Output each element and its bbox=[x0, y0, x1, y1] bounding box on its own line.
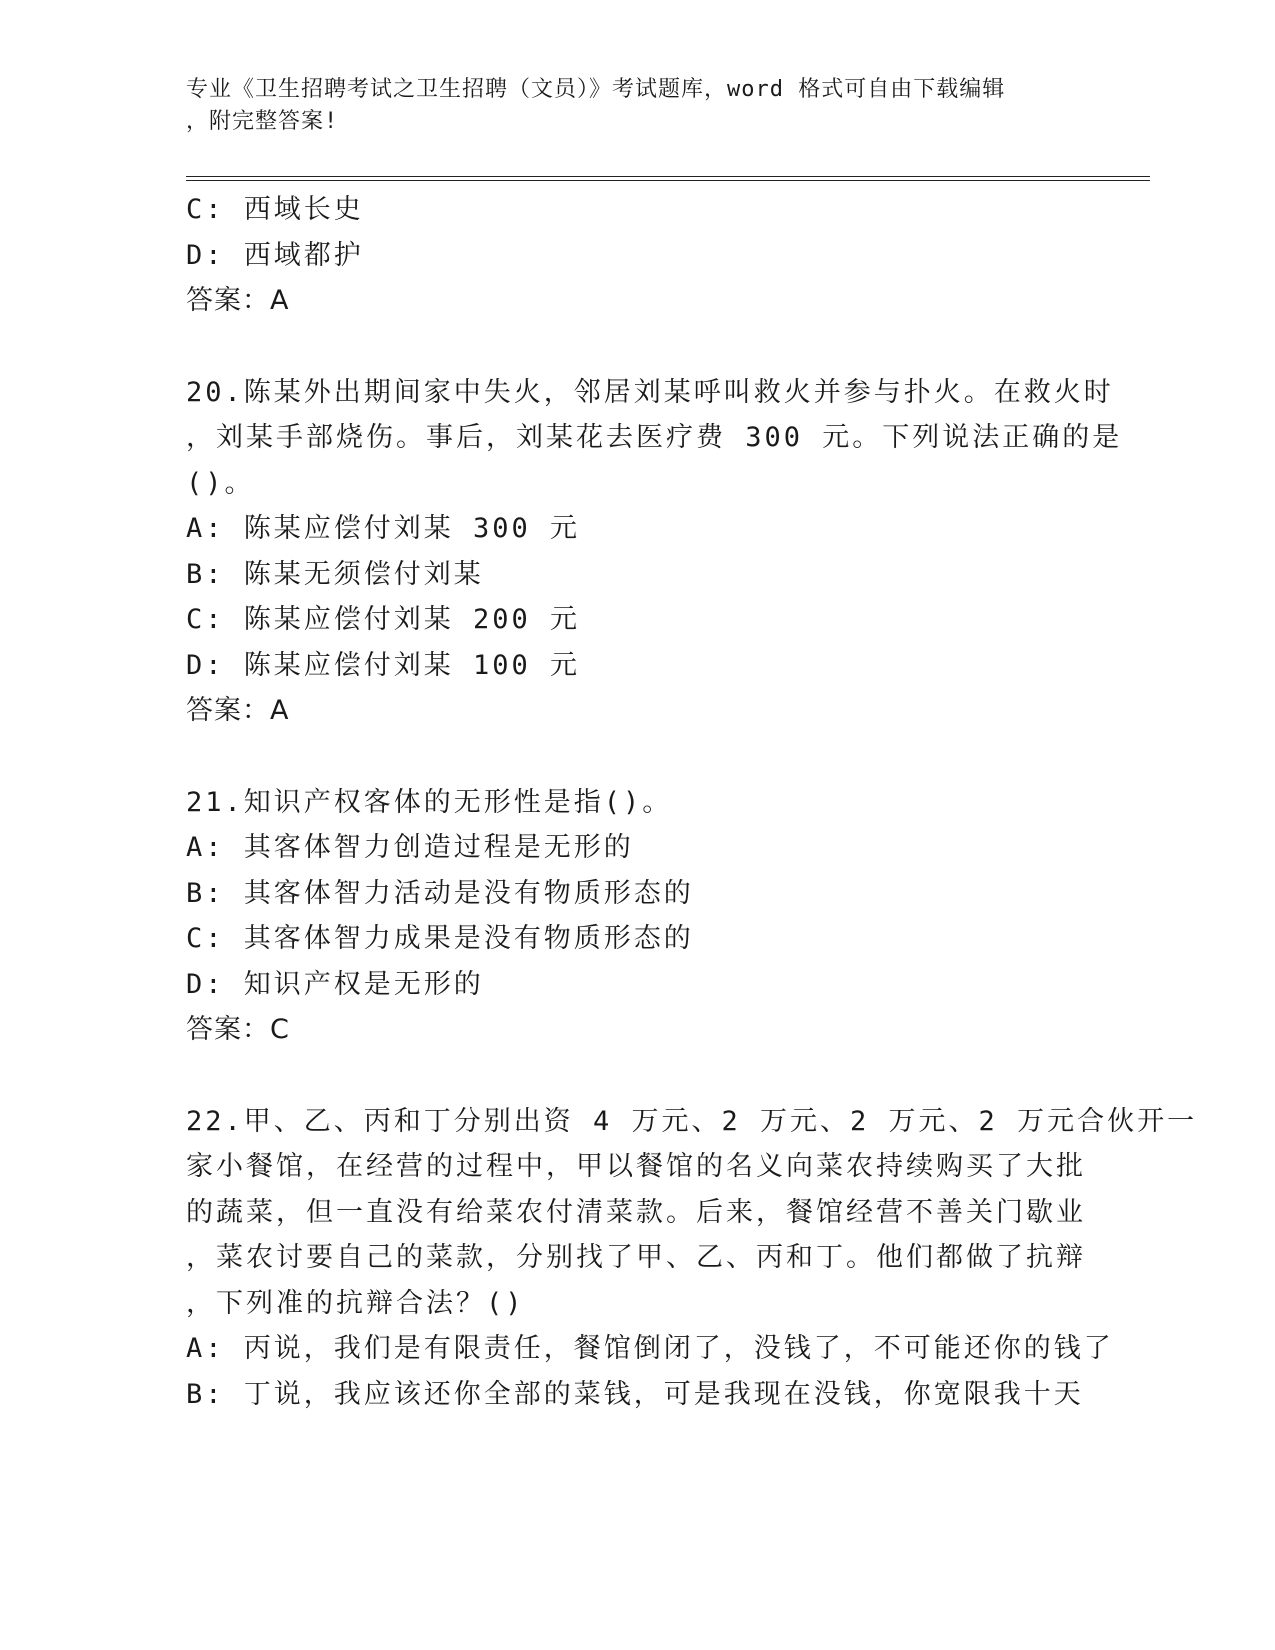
option-b: B: 其客体智力活动是没有物质形态的 bbox=[186, 877, 694, 909]
question-stem: ()。 bbox=[186, 467, 255, 499]
question-content bbox=[186, 187, 1198, 1417]
question-stem: ，下列准的抗辩合法？() bbox=[186, 1287, 525, 1319]
header-line: 专业《卫生招聘考试之卫生招聘（文员）》考试题库，word 格式可自由下载编辑 bbox=[186, 77, 1006, 102]
answer: 答案：A bbox=[186, 695, 290, 726]
option-a: A: 陈某应偿付刘某 300 元 bbox=[186, 513, 581, 544]
question-stem: 家小餐馆，在经营的过程中，甲以餐馆的名义向菜农持续购买了大批 bbox=[186, 1151, 1086, 1182]
page-header bbox=[186, 74, 1066, 138]
question-stem: 21.知识产权客体的无形性是指()。 bbox=[186, 786, 673, 818]
option-b: B: 丁说，我应该还你全部的菜钱，可是我现在没钱，你宽限我十天 bbox=[186, 1378, 1084, 1410]
option-a: A: 丙说，我们是有限责任，餐馆倒闭了，没钱了，不可能还你的钱了 bbox=[186, 1333, 1114, 1364]
option-c: C: 其客体智力成果是没有物质形态的 bbox=[186, 923, 694, 954]
option-d: D: 西域都护 bbox=[186, 239, 364, 271]
question-stem: 20.陈某外出期间家中失火，邻居刘某呼叫救火并参与扑火。在救火时 bbox=[186, 376, 1114, 408]
question-stem: 的蔬菜，但一直没有给菜农付清菜款。后来，餐馆经营不善关门歇业 bbox=[186, 1196, 1086, 1228]
question-stem: ，菜农讨要自己的菜款，分别找了甲、乙、丙和丁。他们都做了抗辩 bbox=[186, 1242, 1086, 1273]
option-d: D: 知识产权是无形的 bbox=[186, 968, 484, 1000]
option-c: C: 西域长史 bbox=[186, 194, 364, 225]
question-stem: 22.甲、乙、丙和丁分别出资 4 万元、2 万元、2 万元、2 万元合伙开一 bbox=[186, 1105, 1198, 1137]
header-line: ，附完整答案! bbox=[186, 109, 339, 134]
answer: 答案：C bbox=[186, 1014, 290, 1045]
option-a: A: 其客体智力创造过程是无形的 bbox=[186, 832, 634, 863]
option-d: D: 陈某应偿付刘某 100 元 bbox=[186, 649, 581, 681]
option-c: C: 陈某应偿付刘某 200 元 bbox=[186, 604, 581, 635]
option-b: B: 陈某无须偿付刘某 bbox=[186, 558, 484, 590]
question-stem: ，刘某手部烧伤。事后，刘某花去医疗费 300 元。下列说法正确的是 bbox=[186, 422, 1123, 453]
answer: 答案：A bbox=[186, 285, 290, 316]
header-divider bbox=[186, 176, 1150, 181]
